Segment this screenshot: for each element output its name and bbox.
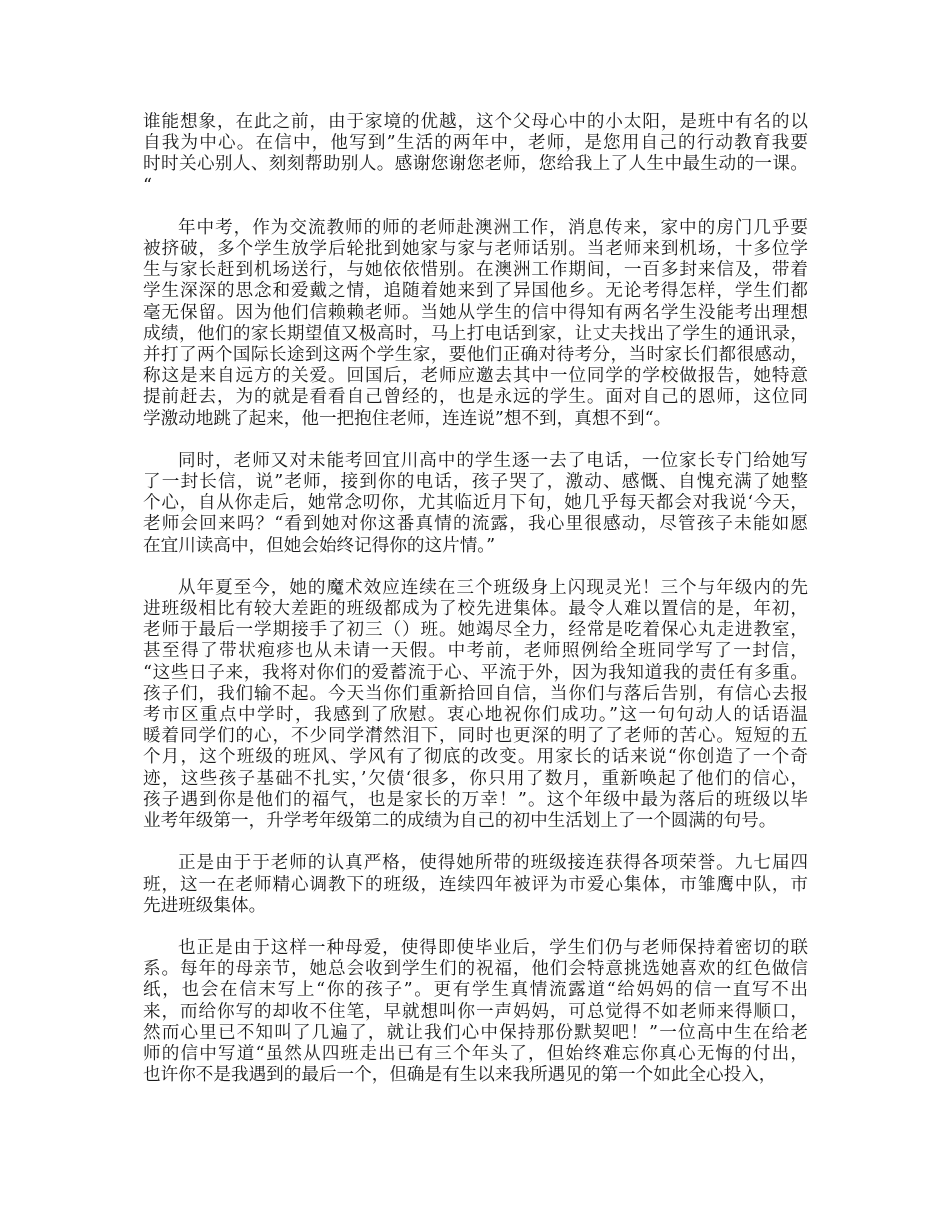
paragraph-line: 时时关心别人、刻刻帮助别人。感谢您谢您老师，您给我上了人生中最生动的一课。 (143, 154, 808, 175)
paragraph-line: 纸，也会在信末写上“你的孩子”。更有学生真情流露道“给妈妈的信一直写不出 (143, 980, 808, 1001)
paragraph-line: 自我为中心。在信中，他写到”生活的两年中，老师，是您用自己的行动教育我要 (143, 133, 808, 154)
paragraph-line: 孩子们，我们输不起。今天当你们重新拾回自信，当你们与落后告别，有信心去报 (143, 683, 808, 704)
paragraph-line: 来，而给你写的却收不住笔，早就想叫你一声妈妈，可总觉得不如老师来得顺口， (143, 1001, 808, 1022)
paragraph-line: 被挤破，多个学生放学后轮批到她家与家与老师话别。当老师来到机场，十多位学 (143, 239, 808, 260)
paragraph (143, 112, 808, 197)
paragraph-line: 从年夏至今，她的魔术效应连续在三个班级身上闪现灵光！三个与年级内的先 (178, 577, 808, 598)
paragraph-line: 迹，这些孩子基础不扎实，’欠债‘很多，你只用了数月，重新唤起了他们的信心， (143, 768, 808, 789)
paragraph (143, 853, 808, 917)
paragraph (143, 218, 808, 430)
paragraph-line: “这些日子来，我将对你们的爱蓄流于心、平流于外，因为我知道我的责任有多重。 (143, 662, 808, 683)
paragraph-line: 系。每年的母亲节，她总会收到学生们的祝福，他们会特意挑选她喜欢的红色做信 (143, 959, 808, 980)
paragraph-line: 在宜川读高中，但她会始终记得你的这片情。” (143, 535, 496, 556)
paragraph-line: 进班级相比有较大差距的班级都成为了校先进集体。最令人难以置信的是，年初， (143, 599, 808, 620)
paragraph-line: 然而心里已不知叫了几遍了，就让我们心中保持那份默契吧！”一位高中生在给老 (143, 1022, 808, 1043)
paragraph-line: 学生深深的思念和爱戴之情，追随着她来到了异国他乡。无论考得怎样，学生们都 (143, 281, 808, 302)
paragraph-line: 老师会回来吗？“看到她对你这番真情的流露，我心里很感动，尽管孩子未能如愿 (143, 514, 808, 535)
paragraph-line: “ (143, 175, 152, 196)
paragraph-line: 年中考，作为交流教师的师的老师赴澳洲工作，消息传来，家中的房门几乎要 (178, 217, 808, 238)
paragraph-line: 成绩，他们的家长期望值又极高时，马上打电话到家，让丈夫找出了学生的通讯录， (143, 323, 808, 344)
document-body (143, 112, 808, 1107)
paragraph-line: 个月，这个班级的班风、学风有了彻底的改变。用家长的话来说“你创造了一个奇 (143, 747, 808, 768)
paragraph-line: 了一封长信，说”老师，接到你的电话，孩子哭了，激动、感慨、自愧充满了她整 (143, 472, 808, 493)
paragraph-line: 考市区重点中学时，我感到了欣慰。衷心地祝你们成功。”这一句句动人的话语温 (143, 705, 808, 726)
paragraph (143, 578, 808, 832)
paragraph-line: 毫无保留。因为他们信赖赖老师。当她从学生的信中得知有两名学生没能考出理想 (143, 302, 808, 323)
paragraph-line: 班，这一在老师精心调教下的班级，连续四年被评为市爱心集体，市雏鹰中队，市 (143, 874, 808, 895)
paragraph-line: 谁能想象，在此之前，由于家境的优越，这个父母心中的小太阳，是班中有名的以 (143, 112, 808, 132)
paragraph-line: 先进班级集体。 (143, 895, 267, 916)
paragraph-line: 老师于最后一学期接手了初三（）班。她竭尽全力，经常是吃着保心丸走进教室， (143, 620, 808, 641)
paragraph-line: 也许你不是我遇到的最后一个，但确是有生以来我所遇见的第一个如此全心投入， (143, 1065, 777, 1086)
paragraph-line: 也正是由于这样一种母爱，使得即使毕业后，学生们仍与老师保持着密切的联 (178, 937, 808, 958)
paragraph-line: 孩子遇到你是他们的福气，也是家长的万幸！”。这个年级中最为落后的班级以毕 (143, 789, 808, 810)
paragraph-line: 同时，老师又对未能考回宜川高中的学生逐一去了电话，一位家长专门给她写 (178, 450, 808, 471)
paragraph-line: 师的信中写道“虽然从四班走出已有三个年头了，但始终难忘你真心无悔的付出， (143, 1043, 808, 1064)
paragraph (143, 451, 808, 557)
paragraph-line: 并打了两个国际长途到这两个学生家，要他们正确对待考分，当时家长们都很感动， (143, 345, 808, 366)
paragraph-line: 提前赶去，为的就是看看自己曾经的，也是永远的学生。面对自己的恩师，这位同 (143, 387, 808, 408)
paragraph-line: 正是由于于老师的认真严格，使得她所带的班级接连获得各项荣誉。九七届四 (178, 853, 808, 874)
paragraph-line: 生与家长赶到机场送行，与她依依惜别。在澳洲工作期间，一百多封来信及，带着 (143, 260, 808, 281)
paragraph-line: 称这是来自远方的关爱。回国后，老师应邀去其中一位同学的学校做报告，她特意 (143, 366, 808, 387)
paragraph-line: 甚至得了带状疱疹也从未请一天假。中考前，老师照例给全班同学写了一封信， (143, 641, 808, 662)
paragraph-line: 学激动地跳了起来，他一把抱住老师，连连说”想不到，真想不到“。 (143, 408, 672, 429)
paragraph-line: 暖着同学们的心，不少同学潸然泪下，同时也更深的明了了老师的苦心。短短的五 (143, 726, 808, 747)
paragraph-line: 个心，自从你走后，她常念叨你，尤其临近月下旬，她几乎每天都会对我说‘今天， (143, 493, 808, 514)
paragraph (143, 938, 808, 1086)
paragraph-line: 业考年级第一，升学考年级第二的成绩为自己的初中生活划上了一个圆满的句号。 (143, 811, 777, 832)
